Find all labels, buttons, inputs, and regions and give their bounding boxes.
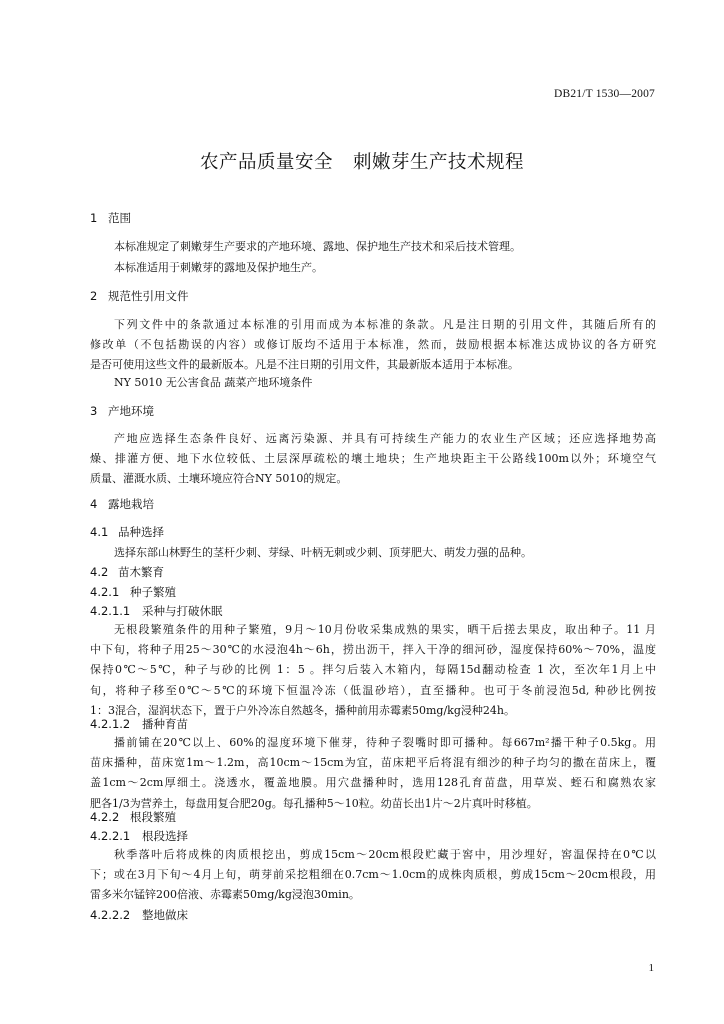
page-number: 1 <box>648 962 654 974</box>
paragraph-line: 下；或在3月下旬～4月上旬，萌芽前采挖粗细在0.7cm～1.0cm的成株肉质根，剪成15cm～20cm根段，用 <box>90 868 656 882</box>
section-3-heading <box>90 403 154 419</box>
section-4-1-text: 选择东部山林野生的茎杆少刺、芽绿、叶柄无刺或少刺、顶芽肥大、萌发力强的品种。 <box>114 546 532 559</box>
section-title: 整地做床 <box>142 908 188 922</box>
section-title: 苗木繁育 <box>118 565 164 579</box>
section-number: 4.2 <box>90 565 109 579</box>
document-title <box>0 148 724 174</box>
section-4-2-1-1-heading <box>90 603 223 619</box>
paragraph-line: 1：3混合，湿润状态下，置于户外冷冻自然越冬，播种前用赤霉素50mg/kg浸种24h。 <box>90 703 515 717</box>
paragraph-line: 质量、灌溉水质、土壤环境应符合NY 5010的规定。 <box>90 472 348 486</box>
document-title-part1: 农产品质量安全 <box>199 152 333 173</box>
section-4-2-2-2-heading <box>90 907 188 923</box>
section-title: 采种与打破休眠 <box>142 604 223 618</box>
section-4-2-1-1-paragraph <box>90 620 656 721</box>
section-number: 3 <box>90 404 98 418</box>
section-1-line-2: 本标准适用于刺嫩芽的露地及保护地生产。 <box>114 261 323 274</box>
section-4-1-heading <box>90 524 164 540</box>
section-number: 4.2.1 <box>90 585 120 599</box>
section-number: 4.2.1.2 <box>90 717 131 731</box>
section-4-heading <box>90 496 154 512</box>
paragraph-line: 无根段繁殖条件的用种子繁殖，9月～10月份收采集成熟的果实，晒干后搓去果皮，取出种子。11 月 <box>114 623 656 636</box>
section-4-2-2-heading <box>90 809 176 825</box>
paragraph-line: 旬，将种子移至0℃～5℃的环境下恒温冷冻（低温砂培），直至播种。也可于冬前浸泡5d, 种砂比例按 <box>90 683 656 697</box>
section-2-paragraph <box>90 315 656 376</box>
section-number: 4.2.2.1 <box>90 829 131 843</box>
section-4-2-2-1-heading <box>90 828 188 844</box>
section-title: 品种选择 <box>118 525 164 539</box>
paragraph-line: 雷多米尔锰锌200倍液、赤霉素50mg/kg浸泡30min。 <box>90 888 360 902</box>
section-4-2-1-2-heading <box>90 716 188 732</box>
paragraph-line: 下列文件中的条款通过本标准的引用而成为本标准的条款。凡是注日期的引用文件，其随后所有的 <box>114 318 656 331</box>
document-title-part2: 刺嫩芽生产技术规程 <box>353 152 525 173</box>
section-1-line-1: 本标准规定了刺嫩芽生产要求的产地环境、露地、保护地生产技术和采后技术管理。 <box>114 240 521 253</box>
section-number: 4.1 <box>90 525 109 539</box>
paragraph-line: 产地应选择生态条件良好、远离污染源、并具有可持续生产能力的农业生产区域；还应选择地势高 <box>114 432 656 445</box>
paragraph-line: 盖1cm～2cm厚细土。浇透水，覆盖地膜。用穴盘播种时，选用128孔育苗盘，用草炭、蛭石和腐熟农家 <box>90 776 656 790</box>
section-4-2-1-2-paragraph <box>90 733 656 814</box>
section-1-heading <box>90 210 131 226</box>
section-number: 4.2.2 <box>90 810 120 824</box>
paragraph-line: 是否可使用这些文件的最新版本。凡是不注日期的引用文件，其最新版本适用于本标准。 <box>90 358 519 372</box>
normative-reference: NY 5010 无公害食品 蔬菜产地环境条件 <box>114 376 313 389</box>
section-number: 4.2.2.2 <box>90 908 131 922</box>
section-title: 播种育苗 <box>142 717 188 731</box>
section-title: 露地栽培 <box>108 497 154 511</box>
section-number: 4.2.1.1 <box>90 604 131 618</box>
section-title: 规范性引用文件 <box>108 289 189 303</box>
paragraph-line: 修改单（不包括勘误的内容）或修订版均不适用于本标准，然而，鼓励根据本标准达成协议的各方研究 <box>90 338 656 352</box>
section-number: 4 <box>90 497 98 511</box>
section-title: 产地环境 <box>108 404 154 418</box>
section-number: 1 <box>90 211 98 225</box>
paragraph-line: 播前铺在20℃以上、60%的湿度环境下催芽，待种子裂嘴时即可播种。每667m²播干种子0.5kg。用 <box>114 736 656 749</box>
section-3-paragraph <box>90 429 656 490</box>
section-title: 根段选择 <box>142 829 188 843</box>
paragraph-line: 中下旬，将种子用25～30℃的水浸泡4h～6h，捞出沥干，拌入干净的细河砂，湿度保持60%～70%，温度 <box>90 643 656 657</box>
standard-code: DB21/T 1530—2007 <box>553 88 655 100</box>
paragraph-line: 秋季落叶后将成株的肉质根挖出，剪成15cm～20cm根段贮藏于窖中，用沙埋好，窖温保持在0℃以 <box>114 848 656 861</box>
section-title: 种子繁殖 <box>130 585 176 599</box>
section-title: 范围 <box>108 211 131 225</box>
section-number: 2 <box>90 289 98 303</box>
section-4-2-heading <box>90 564 164 580</box>
paragraph-line: 燥、排灌方便、地下水位较低、土层深厚疏松的壤土地块；生产地块距主干公路线100m以外；环境空气 <box>90 452 656 466</box>
paragraph-line: 苗床播种，苗床宽1m～1.2m，高10cm～15cm为宜，苗床耙平后将混有细沙的种子均匀的撒在苗床上，覆 <box>90 756 656 770</box>
section-2-heading <box>90 288 189 304</box>
section-4-2-2-1-paragraph <box>90 845 656 906</box>
section-4-2-1-heading <box>90 584 176 600</box>
section-title: 根段繁殖 <box>130 810 176 824</box>
paragraph-line: 肥各1/3为营养土，每盘用复合肥20g。每孔播种5～10粒。幼苗长出1片～2片真叶时移植。 <box>90 796 538 810</box>
paragraph-line: 保持0℃～5℃，种子与砂的比例 1：5 。拌匀后装入木箱内，每隔15d翻动检查 1 次，至次年1月上中 <box>90 663 656 677</box>
